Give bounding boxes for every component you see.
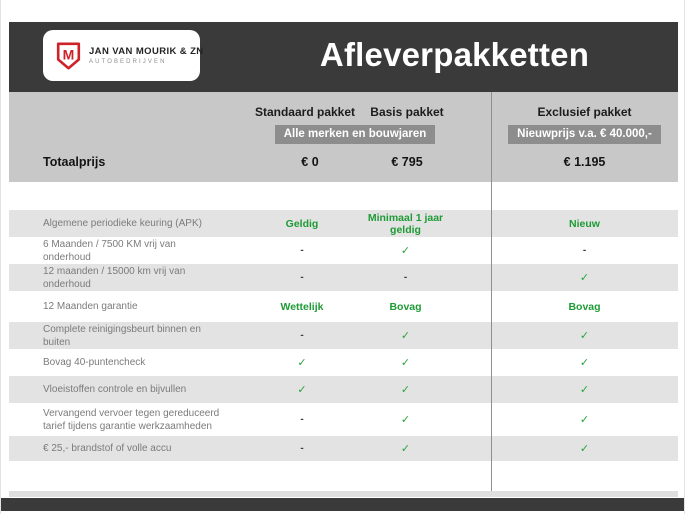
table-bottom-strip	[9, 491, 678, 497]
brand-name: JAN VAN MOURIK & ZN	[89, 46, 204, 57]
row-value-standaard: -	[300, 245, 304, 256]
svg-text:M: M	[62, 46, 75, 62]
feature-table	[9, 210, 678, 461]
table-row	[9, 322, 678, 349]
header-bar	[9, 22, 678, 92]
row-label: Complete reinigingsbeurt binnen en buiten	[43, 323, 201, 348]
row-value-basis: ✓	[400, 245, 411, 257]
totals-exclusief: € 1.195	[563, 155, 606, 169]
badge-container-left	[249, 124, 461, 144]
brand-subtitle: AUTOBEDRIJVEN	[89, 59, 167, 65]
table-row	[9, 210, 678, 237]
row-label: € 25,- brandstof of volle accu	[43, 443, 172, 454]
totals-basis: € 795	[391, 155, 423, 169]
column-header-exclusief: Exclusief pakket	[537, 105, 632, 119]
footer-bar	[1, 498, 685, 511]
table-row	[9, 264, 678, 291]
row-label: Algemene periodieke keuring (APK)	[43, 218, 202, 229]
row-value-exclusief: Bovag	[568, 300, 601, 313]
table-row	[9, 436, 678, 461]
row-value-basis: -	[403, 272, 408, 283]
brand-shield-m-icon	[56, 42, 81, 70]
page-title: Afleverpakketten	[319, 36, 590, 73]
row-value-basis: ✓	[400, 443, 411, 455]
row-value-exclusief: -	[582, 245, 587, 256]
table-row	[9, 376, 678, 403]
row-value-exclusief: Nieuw	[569, 217, 600, 230]
row-value-basis: ✓	[400, 384, 411, 396]
row-label: 12 maanden / 15000 km vrij van onderhoud	[43, 265, 186, 290]
row-label: 12 Maanden garantie	[43, 301, 138, 312]
row-value-standaard: Wettelijk	[280, 300, 324, 313]
row-value-exclusief: ✓	[579, 272, 590, 284]
row-value-basis: Minimaal 1 jaar geldig	[367, 211, 444, 236]
column-header-standaard: Standaard pakket	[254, 105, 356, 119]
badge-nieuwprijs: Nieuwprijs v.a. € 40.000,-	[508, 125, 661, 144]
package-header-band	[9, 92, 678, 182]
row-value-standaard: Geldig	[285, 217, 319, 230]
row-value-standaard: -	[300, 272, 304, 283]
row-value-exclusief: ✓	[579, 330, 590, 342]
row-value-standaard: ✓	[297, 384, 307, 396]
column-header-basis: Basis pakket	[370, 105, 444, 119]
table-row	[9, 403, 678, 436]
row-value-standaard: -	[300, 330, 304, 341]
table-row	[9, 291, 678, 322]
badge-alle-merken: Alle merken en bouwjaren	[275, 125, 436, 144]
row-label: Vervangend vervoer tegen gereduceerd tarief tijdens garantie werkzaamheden	[43, 407, 220, 432]
row-value-basis: ✓	[400, 330, 411, 342]
brand-logo	[43, 30, 204, 81]
row-value-standaard: ✓	[297, 357, 307, 369]
row-value-exclusief: ✓	[579, 414, 590, 426]
row-value-exclusief: ✓	[579, 443, 590, 455]
row-label: 6 Maanden / 7500 KM vrij van onderhoud	[43, 238, 176, 263]
row-value-exclusief: ✓	[579, 357, 590, 369]
table-row	[9, 349, 678, 376]
column-divider	[491, 92, 492, 493]
table-row	[9, 237, 678, 264]
row-value-basis: ✓	[400, 357, 411, 369]
row-value-exclusief: ✓	[579, 384, 590, 396]
badge-container-right	[491, 124, 678, 144]
brand-text	[89, 46, 204, 65]
totals-standaard: € 0	[301, 155, 319, 169]
row-value-basis: Bovag	[389, 300, 422, 313]
row-label: Bovag 40-puntencheck	[43, 357, 146, 368]
row-value-basis: ✓	[400, 414, 411, 426]
row-label: Vloeistoffen controle en bijvullen	[43, 384, 187, 395]
row-value-standaard: -	[300, 443, 304, 454]
row-value-standaard: -	[300, 414, 304, 425]
totals-label: Totaalprijs	[43, 155, 106, 169]
